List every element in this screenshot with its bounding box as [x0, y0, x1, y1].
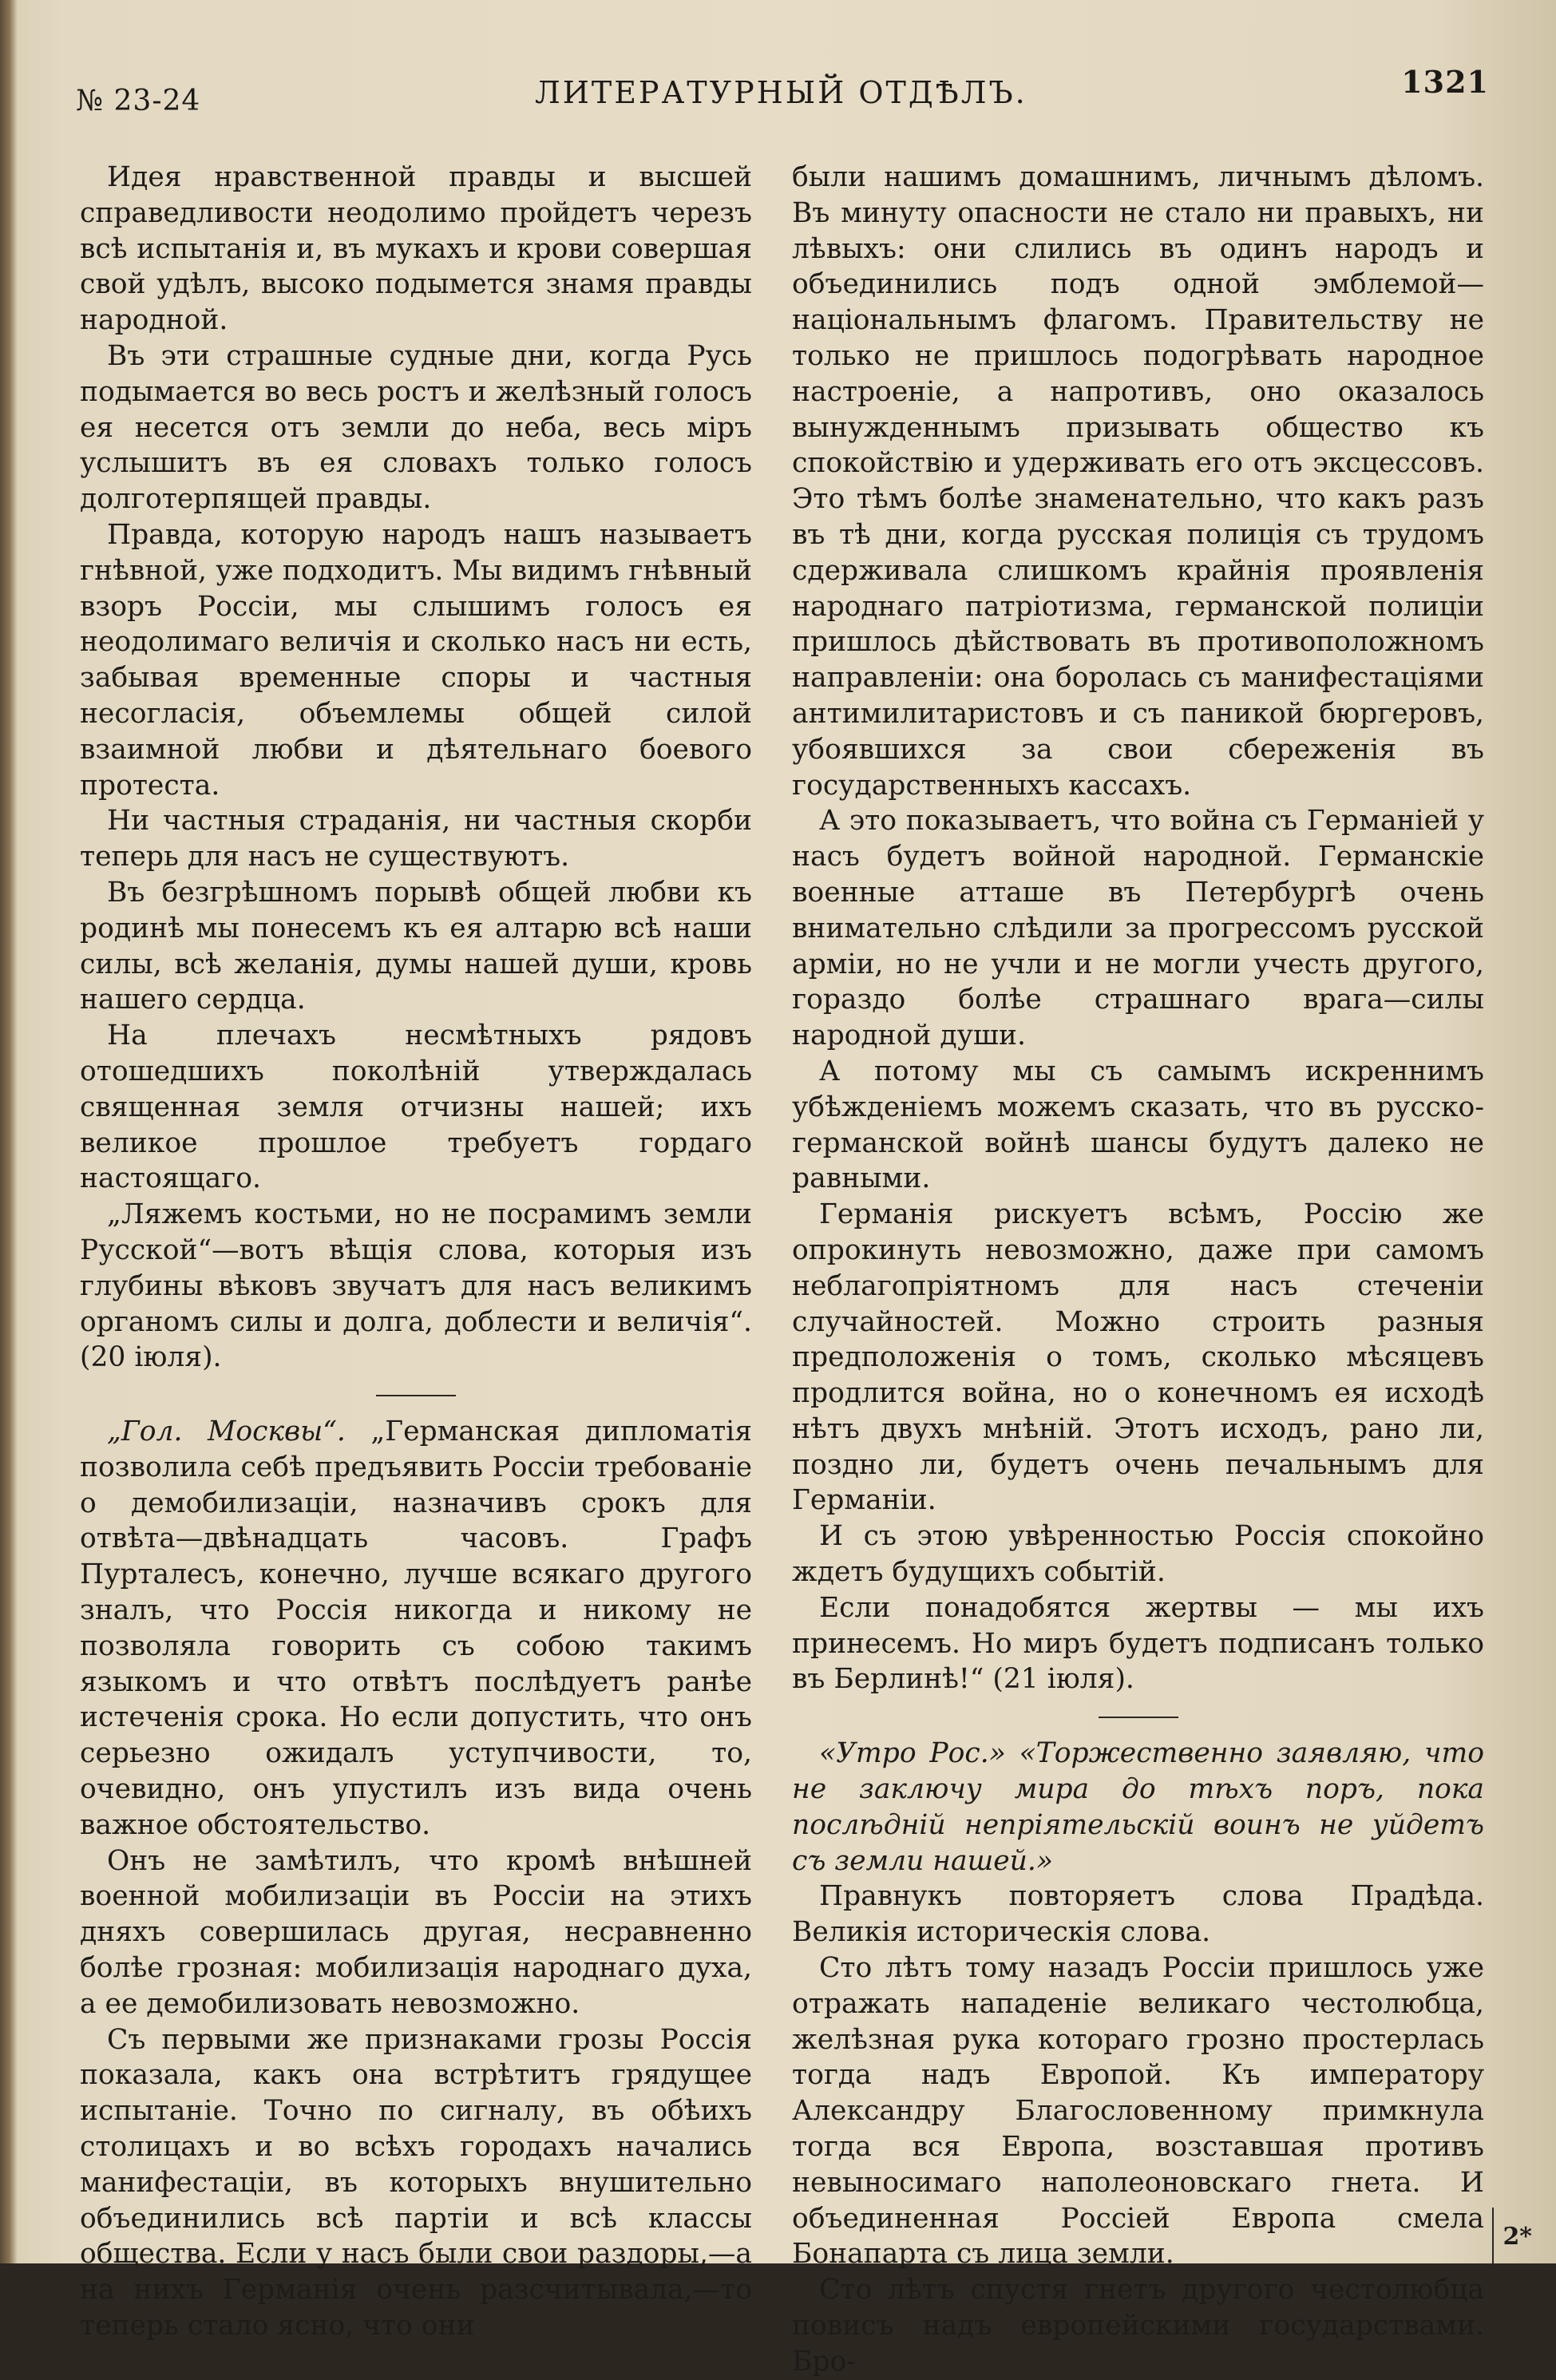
signature-mark: 2* [1503, 2223, 1532, 2251]
paragraph: А это показываетъ, что война съ Германіей у насъ будетъ войной народной. Германскіе военные атташе въ Петербургѣ очень внимательно слѣдили за прогрессомъ русской арміи, но не учли и не могли учесть другого, гораздо болѣе страшнаго врага—силы народной души. [792, 805, 1484, 1052]
paragraph: Въ безгрѣшномъ порывѣ общей любви къ родинѣ мы понесемъ къ ея алтарю всѣ наши силы, всѣ желанія, думы нашей души, кровь нашего сердца. [80, 876, 752, 1016]
paragraph: Онъ не замѣтилъ, что кромѣ внѣшней военной мобилизаціи въ Россіи на этихъ дняхъ совершилась другая, несравненно болѣе грозная: мобилизація народнаго духа, а ее демобилизовать невозможно. [80, 1844, 752, 2020]
running-header [76, 57, 1489, 117]
source-name: «Утро Рос.» [819, 1737, 1006, 1770]
issue-number: № 23-24 [76, 85, 201, 117]
paragraph: были нашимъ домашнимъ, личнымъ дѣломъ. Въ минуту опасности не стало ни правыхъ, ни лѣвыхъ: они слились въ одинъ народъ и объединились подъ одной эмблемой—національнымъ флагомъ. Правительству не только не пришлось подогрѣвать народное настроеніе, а напротивъ, оно оказалось вынужденнымъ призывать общество къ спокойствію и удерживать его отъ эксцессовъ. Это тѣмъ болѣе знаменательно, что какъ разъ въ тѣ дни, когда русская полиція съ трудомъ сдерживала слишкомъ крайнія проявленія народнаго патріотизма, германской полиціи пришлось дѣйствовать въ противоположномъ направленіи: она боролась съ манифестаціями антимилитаристовъ и съ паникой бюргеровъ, убоявшихся за свои сбереженія въ государственныхъ кассахъ. [792, 161, 1484, 802]
section-title: ЛИТЕРАТУРНЫЙ ОТДѢЛЪ. [535, 75, 1027, 110]
signature-bracket [1492, 2208, 1494, 2263]
paragraph: На плечахъ несмѣтныхъ рядовъ отошедшихъ поколѣній утверждалась священная земля отчизны нашей; ихъ великое прошлое требуетъ гордаго настоящаго. [80, 1020, 752, 1195]
quoted-declaration: «Торжественно заявляю, что не заключу мира до тѣхъ поръ, пока послѣдній непріятельскій воинъ не уйдетъ съ земли нашей.» [792, 1737, 1484, 1877]
paragraph: А потому мы съ самымъ искреннимъ убѣжденіемъ можемъ сказать, что въ русско-германской войнѣ шансы будутъ далеко не равными. [792, 1055, 1484, 1195]
paragraph-text: „Германская дипломатія позволила себѣ предъявить Россіи требованіе о демобилизаціи, назначивъ срокъ для отвѣта—двѣнадцать часовъ. Графъ Пурталесъ, конечно, лучше всякаго другого зналъ, что Россія никогда и никому не позволяла говорить съ собою такимъ языкомъ и что отвѣтъ послѣдуетъ ранѣе истеченія срока. Но если допустить, что онъ серьезно ожидалъ уступчивости, то, очевидно, онъ упустилъ изъ вида очень важное обстоятельство. [80, 1416, 752, 1841]
paragraph: И съ этою увѣренностью Россія спокойно ждетъ будущихъ событій. [792, 1520, 1484, 1589]
paragraph: Съ первыми же признаками грозы Россія показала, какъ она встрѣтитъ грядущее испытаніе. Точно по сигналу, въ обѣихъ столицахъ и во всѣхъ городахъ начались манифестаціи, въ которыхъ внушительно объединились всѣ партіи и всѣ классы общества. Если у насъ были свои раздоры,—а на нихъ Германія очень разсчитывала,—то теперь стало ясно, что они [80, 2023, 752, 2342]
left-column [80, 160, 752, 2344]
source-name: „Гол. Москвы“. [107, 1416, 346, 1448]
paragraph-with-source [80, 1414, 752, 1843]
paragraph: Сто лѣтъ спустя гнетъ другого честолюбца повисъ надъ европейскими государствами. Бро- [792, 2274, 1484, 2378]
paragraph: Идея нравственной правды и высшей справедливости неодолимо пройдетъ черезъ всѣ испытанія и, въ мукахъ и крови совершая свой удѣлъ, высоко подымется знамя правды народной. [80, 161, 752, 337]
paragraph: Правда, которую народъ нашъ называетъ гнѣвной, уже подходитъ. Мы видимъ гнѣвный взоръ Россіи, мы слышимъ голосъ ея неодолимаго величія и сколько насъ ни есть, забывая временные споры и частныя несогласія, объемлемы общей силой взаимной любви и дѣятельнаго боевого протеста. [80, 518, 752, 802]
paragraph: Правнукъ повторяетъ слова Прадѣда. Великія историческія слова. [792, 1880, 1484, 1949]
paragraph: „Ляжемъ костьми, но не посрамимъ земли Русской“—вотъ вѣщія слова, которыя изъ глубины вѣковъ звучатъ для насъ великимъ органомъ силы и долга, доблести и величія“. (20 іюля). [80, 1198, 752, 1374]
section-divider [376, 1395, 456, 1396]
paragraph-with-source [792, 1736, 1484, 1879]
right-column [792, 160, 1484, 2380]
section-divider [1099, 1717, 1178, 1718]
paragraph: Если понадобятся жертвы — мы ихъ принесемъ. Но миръ будетъ подписанъ только въ Берлинѣ!“ (21 іюля). [792, 1591, 1484, 1696]
paragraph: Германія рискуетъ всѣмъ, Россію же опрокинуть невозможно, даже при самомъ неблагопріятномъ для насъ стеченіи случайностей. Можно строить разныя предположенія о томъ, сколько мѣсяцевъ продлится война, но о конечномъ ея исходѣ нѣтъ двухъ мнѣній. Этотъ исходъ, рано ли, поздно ли, будетъ очень печальнымъ для Германіи. [792, 1198, 1484, 1517]
paragraph: Сто лѣтъ тому назадъ Россіи пришлось уже отражать нападеніе великаго честолюбца, желѣзная рука котораго грозно простерлась тогда надъ Европой. Къ императору Александру Благословенному примкнула тогда вся Европа, возставшая противъ невыносимаго наполеоновскаго гнета. И объединенная Россіей Европа смела Бонапарта съ лица земли. [792, 1952, 1484, 2271]
page-binding-shadow [0, 0, 18, 2263]
page-number: 1321 [1401, 64, 1489, 100]
paragraph: Въ эти страшные судные дни, когда Русь подымается во весь ростъ и желѣзный голосъ ея несется отъ земли до неба, весь міръ услышитъ въ ея словахъ только голосъ долготерпящей правды. [80, 339, 752, 516]
paragraph: Ни частныя страданія, ни частныя скорби теперь для насъ не существуютъ. [80, 805, 752, 873]
